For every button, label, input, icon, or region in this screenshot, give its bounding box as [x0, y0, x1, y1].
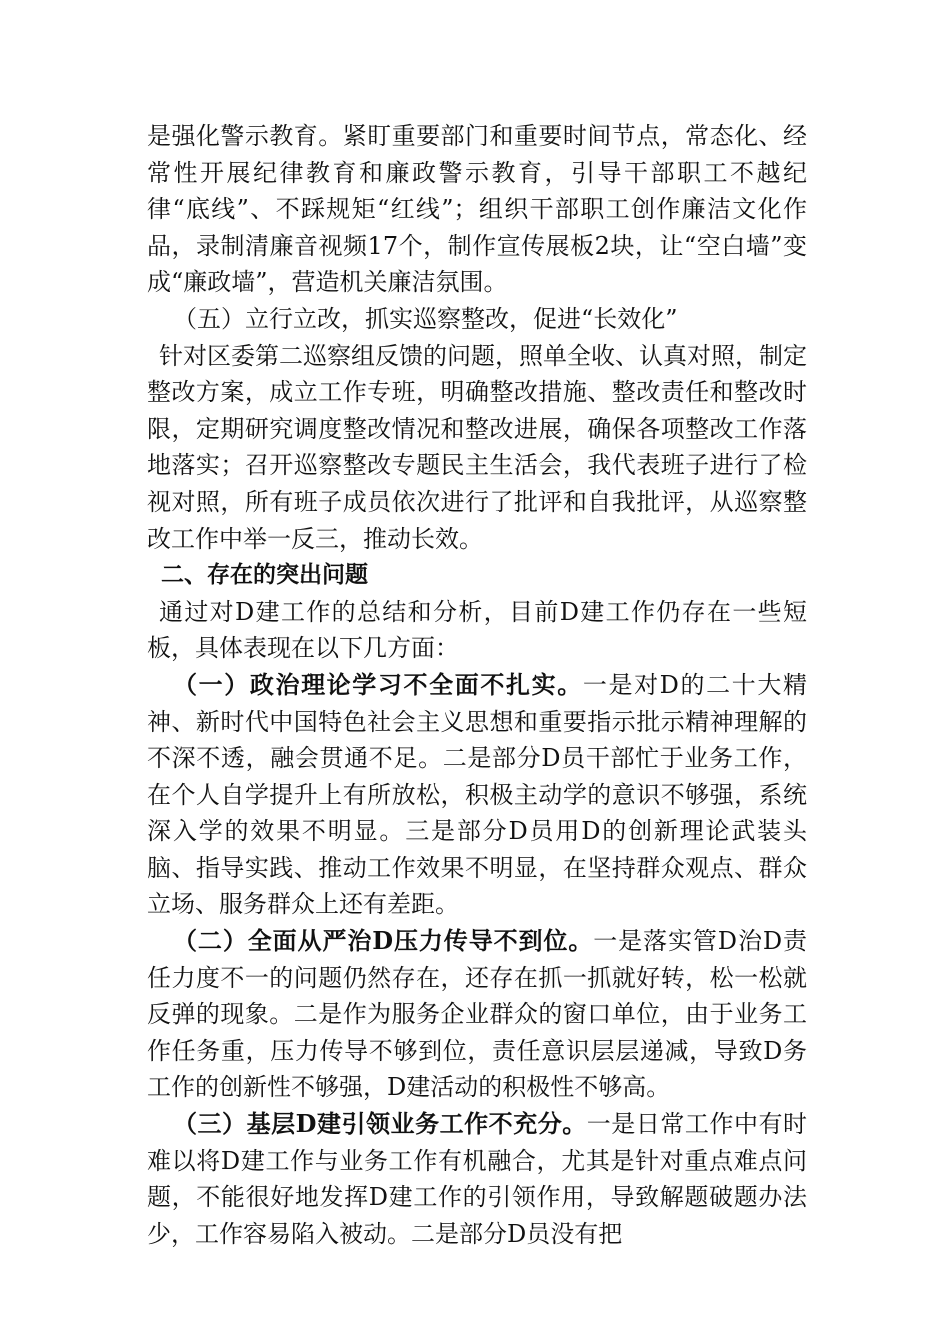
section-heading-problems: 二、存在的突出问题: [161, 562, 368, 589]
paragraph-problem-2: [147, 923, 807, 1106]
problem-1-text: 一是对D的二十大精神、新时代中国特色社会主义思想和重要指示批示精神理解的不深不透，融会贯通不足。二是部分D员干部忙于业务工作，在个人自学提升上有所放松，积极主动学的意识不够强，系统深入学的效果不明显。三是部分D员用D的创新理论武装头脑、指导实践、推动工作效果不明显，在坚持群众观点、群众立场、服务群众上还有差距。: [147, 670, 808, 919]
problem-3-text: 一是日常工作中有时难以将D建工作与业务工作有机融合，尤其是针对重点难点问题，不能很好地发挥D建工作的引领作用，导致解题破题办法少，工作容易陷入被动。二是部分D员没有把: [147, 1110, 808, 1248]
paragraph-problem-1: [147, 667, 807, 923]
problem-3-lead: （三）基层D建引领业务工作不充分。: [173, 1109, 587, 1139]
problem-2-lead: （二）全面从严治D压力传导不到位。: [173, 926, 594, 956]
document-body: [147, 118, 807, 1252]
paragraph-inspection-feedback: 针对区委第二巡察组反馈的问题，照单全收、认真对照，制定整改方案，成立工作专班，明确整改措施、整改责任和整改时限，定期研究调度整改情况和整改进展，确保各项整改工作落地落实；召开巡察整改专题民主生活会，我代表班子进行了检视对照，所有班子成员依次进行了批评和自我批评，从巡察整改工作中举一反三，推动长效。: [147, 341, 807, 553]
problem-2-text: 一是落实管D治D责任力度不一的问题仍然存在，还存在抓一抓就好转，松一松就反弹的现象。二是作为服务企业群众的窗口单位，由于业务工作任务重，压力传导不够到位，责任意识层层递减，导致D务工作的创新性不够强，D建活动的积极性不够高。: [147, 927, 807, 1102]
paragraph-problem-3: [147, 1106, 807, 1252]
subheading-inspection-rectification: （五）立行立改，抓实巡察整改，促进“长效化”: [173, 304, 678, 333]
paragraph-warning-education: 是强化警示教育。紧盯重要部门和重要时间节点，常态化、经常性开展纪律教育和廉政警示教育，引导干部职工不越纪律“底线”、不踩规矩“红线”；组织干部职工创作廉洁文化作品，录制清廉音视频17个，制作宣传展板2块，让“空白墙”变成“廉政墙”，营造机关廉洁氛围。: [147, 122, 807, 297]
problem-1-lead: （一）政治理论学习不全面不扎实。: [173, 669, 583, 699]
paragraph-problems-intro: 通过对D建工作的总结和分析，目前D建工作仍存在一些短板，具体表现在以下几方面：: [147, 597, 807, 663]
